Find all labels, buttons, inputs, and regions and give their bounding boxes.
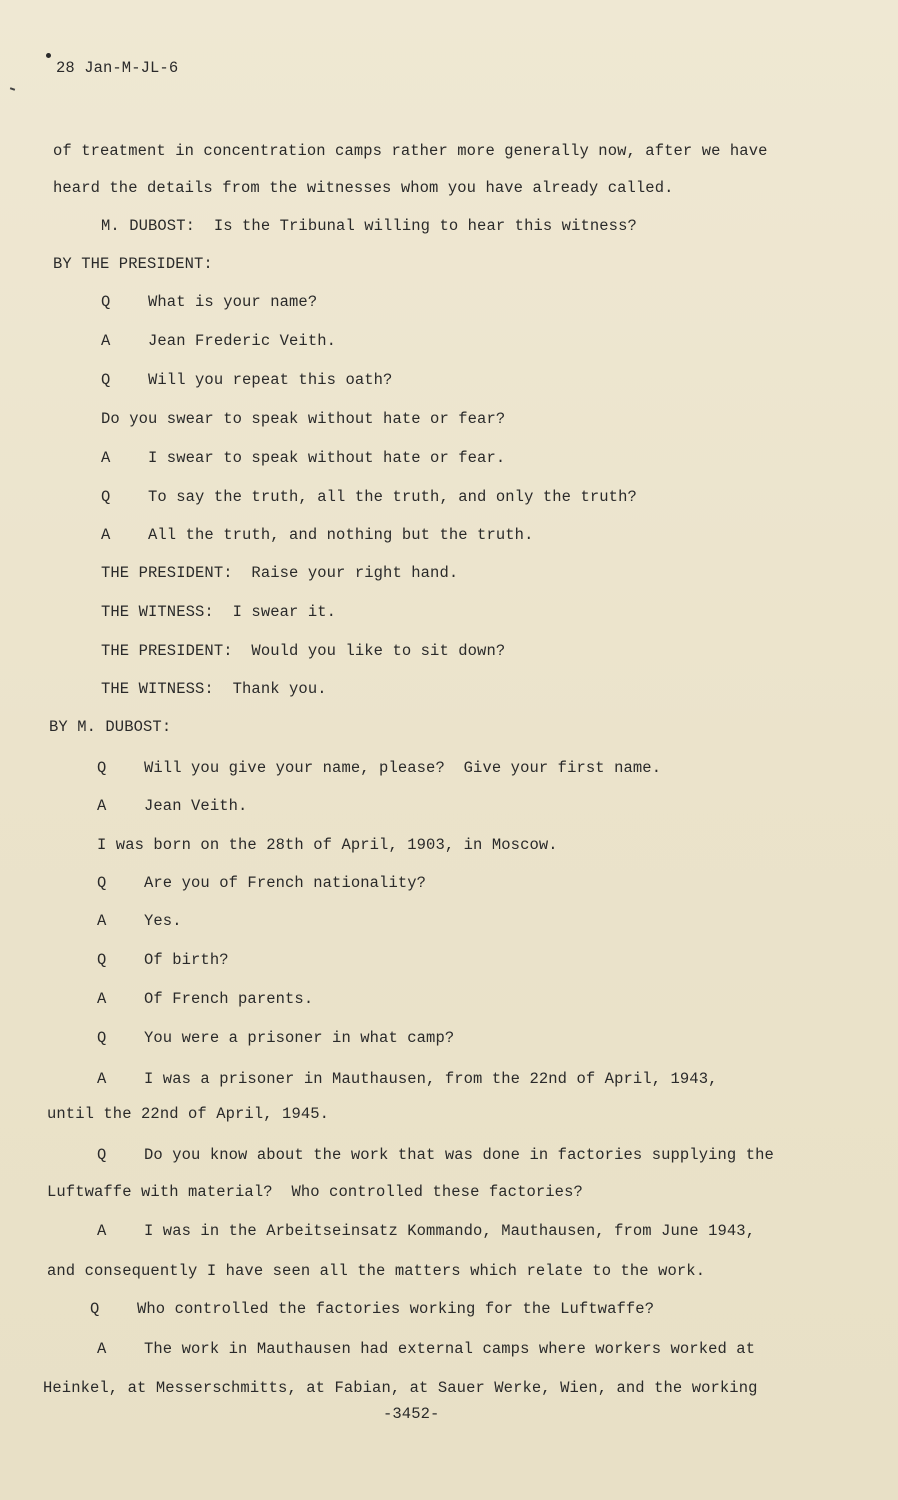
text-line: A All the truth, and nothing but the truth. (101, 526, 534, 544)
text-line: heard the details from the witnesses whom you have already called. (53, 179, 674, 197)
text-line: I was born on the 28th of April, 1903, in Moscow. (97, 836, 558, 854)
text-line: Q Of birth? (97, 951, 229, 969)
page-header: 28 Jan-M-JL-6 (56, 59, 179, 77)
section-heading: BY M. DUBOST: (49, 718, 172, 736)
text-line: Q Will you give your name, please? Give your first name. (97, 759, 662, 777)
text-line: Luftwaffe with material? Who controlled these factories? (47, 1183, 583, 1201)
text-line: until the 22nd of April, 1945. (47, 1105, 330, 1123)
text-line: A Yes. (97, 912, 182, 930)
text-line: Q Are you of French nationality? (97, 874, 427, 892)
text-line: Do you swear to speak without hate or fear? (101, 410, 506, 428)
text-line: and consequently I have seen all the matters which relate to the work. (47, 1262, 706, 1280)
text-line: A Of French parents. (97, 990, 314, 1008)
text-line: THE WITNESS: Thank you. (101, 680, 327, 698)
text-line: A I was a prisoner in Mauthausen, from the 22nd of April, 1943, (97, 1070, 718, 1088)
page-number: -3452- (383, 1405, 440, 1423)
text-line: of treatment in concentration camps rather more generally now, after we have (53, 142, 768, 160)
text-line: Q Will you repeat this oath? (101, 371, 393, 389)
text-line: THE PRESIDENT: Would you like to sit down? (101, 642, 506, 660)
text-line: A Jean Frederic Veith. (101, 332, 337, 350)
text-line: Q To say the truth, all the truth, and only the truth? (101, 488, 637, 506)
text-line: A I was in the Arbeitseinsatz Kommando, Mauthausen, from June 1943, (97, 1222, 756, 1240)
text-line: Q Who controlled the factories working for the Luftwaffe? (90, 1300, 655, 1318)
text-line: A I swear to speak without hate or fear. (101, 449, 506, 467)
section-heading: BY THE PRESIDENT: (53, 255, 213, 273)
margin-mark (10, 87, 15, 91)
text-line: Q Do you know about the work that was done in factories supplying the (97, 1146, 774, 1164)
text-line: Heinkel, at Messerschmitts, at Fabian, at Sauer Werke, Wien, and the working (43, 1379, 758, 1397)
text-line: THE WITNESS: I swear it. (101, 603, 337, 621)
text-line: A The work in Mauthausen had external camps where workers worked at (97, 1340, 756, 1358)
text-line: Q You were a prisoner in what camp? (97, 1029, 455, 1047)
text-line: A Jean Veith. (97, 797, 248, 815)
ink-dot (46, 53, 51, 58)
text-line: THE PRESIDENT: Raise your right hand. (101, 564, 459, 582)
text-line: M. DUBOST: Is the Tribunal willing to hear this witness? (101, 217, 637, 235)
text-line: Q What is your name? (101, 293, 318, 311)
